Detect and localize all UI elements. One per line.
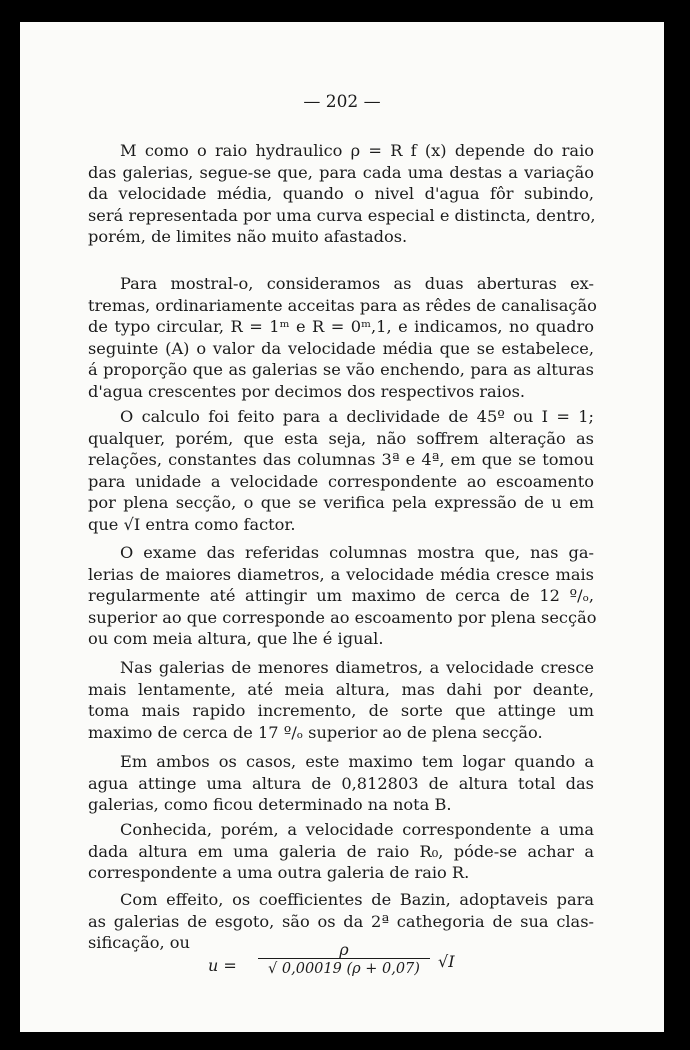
- text-line: seguinte (A) o valor da velocidade média que se estabelece,: [88, 338, 594, 358]
- text-line: será representada por uma curva especial e distincta, dentro,: [88, 205, 596, 225]
- text-line: relações, constantes das columnas 3ª e 4ª, em que se tomou: [88, 450, 594, 470]
- formula-factor: √I: [438, 952, 455, 971]
- text-line: O calculo foi feito para a declividade de 45º ou I = 1;: [120, 407, 594, 426]
- text-line: regularmente até attingir um maximo de cerca de 12 º/ₒ,: [88, 586, 594, 606]
- paragraph: [88, 273, 597, 403]
- paragraph: [88, 657, 594, 743]
- text-line: qualquer, porém, que esta seja, não soffrem alteração as: [88, 428, 594, 448]
- text-line: toma mais rapido incremento, de sorte que attinge um: [88, 701, 594, 721]
- book-page: [20, 22, 664, 1032]
- formula-denominator: √ 0,00019 (ρ + 0,07): [268, 961, 420, 977]
- text-line: porém, de limites não muito afastados.: [88, 227, 408, 247]
- text-line: sificação, ou: [88, 933, 190, 953]
- paragraph: [88, 140, 594, 248]
- text-line: mais lentamente, até meia altura, mas dahi por deante,: [88, 679, 594, 699]
- text-line: de typo circular, R = 1ᵐ e R = 0ᵐ,1, e indicamos, no quadro: [88, 317, 594, 337]
- formula-numerator: ρ: [339, 940, 349, 959]
- text-line: as galerias de esgoto, são os da 2ª cathegoria de sua clas-: [88, 911, 594, 931]
- text-line: ou com meia altura, que lhe é igual.: [88, 629, 384, 649]
- paragraph: [88, 542, 597, 650]
- formula-lhs: u =: [208, 956, 237, 975]
- formula-fraction: [254, 940, 434, 977]
- paragraph: [88, 751, 594, 816]
- text-line: das galerias, segue-se que, para cada uma destas a variação: [88, 162, 594, 182]
- text-line: para unidade a velocidade correspondente ao escoamento: [88, 471, 594, 491]
- text-line: da velocidade média, quando o nivel d'agua fôr subindo,: [88, 184, 594, 204]
- text-line: que √I entra como factor.: [88, 514, 296, 534]
- text-line: d'agua crescentes por decimos dos respectivos raios.: [88, 381, 526, 401]
- text-line: agua attinge uma altura de 0,812803 de altura total das: [88, 773, 594, 793]
- text-line: dada altura em uma galeria de raio R₀, póde-se achar a: [88, 841, 594, 861]
- text-line: Em ambos os casos, este maximo tem logar quando a: [120, 752, 594, 771]
- text-line: tremas, ordinariamente acceitas para as rêdes de canalisação: [88, 295, 597, 315]
- text-line: galerias, como ficou determinado na nota B.: [88, 795, 452, 815]
- text-line: por plena secção, o que se verifica pela expressão de u em: [88, 493, 594, 513]
- paragraph: [88, 819, 594, 884]
- text-line: superior ao que corresponde ao escoamento por plena secção: [88, 607, 597, 627]
- text-line: lerias de maiores diametros, a velocidade média cresce mais: [88, 564, 594, 584]
- text-line: M como o raio hydraulico ρ = R f (x) depende do raio: [120, 141, 594, 160]
- text-line: á proporção que as galerias se vão enchendo, para as alturas: [88, 360, 594, 380]
- text-line: Com effeito, os coefficientes de Bazin, adoptaveis para: [120, 890, 594, 909]
- text-line: O exame das referidas columnas mostra que, nas ga-: [120, 543, 594, 562]
- text-line: maximo de cerca de 17 º/ₒ superior ao de plena secção.: [88, 722, 543, 742]
- page-number: — 202 —: [303, 92, 381, 112]
- paragraph: [88, 406, 594, 536]
- text-line: Nas galerias de menores diametros, a velocidade cresce: [120, 658, 594, 677]
- text-line: Conhecida, porém, a velocidade correspondente a uma: [120, 820, 594, 839]
- text-line: Para mostral-o, consideramos as duas aberturas ex-: [120, 274, 594, 293]
- text-line: correspondente a uma outra galeria de raio R.: [88, 863, 470, 883]
